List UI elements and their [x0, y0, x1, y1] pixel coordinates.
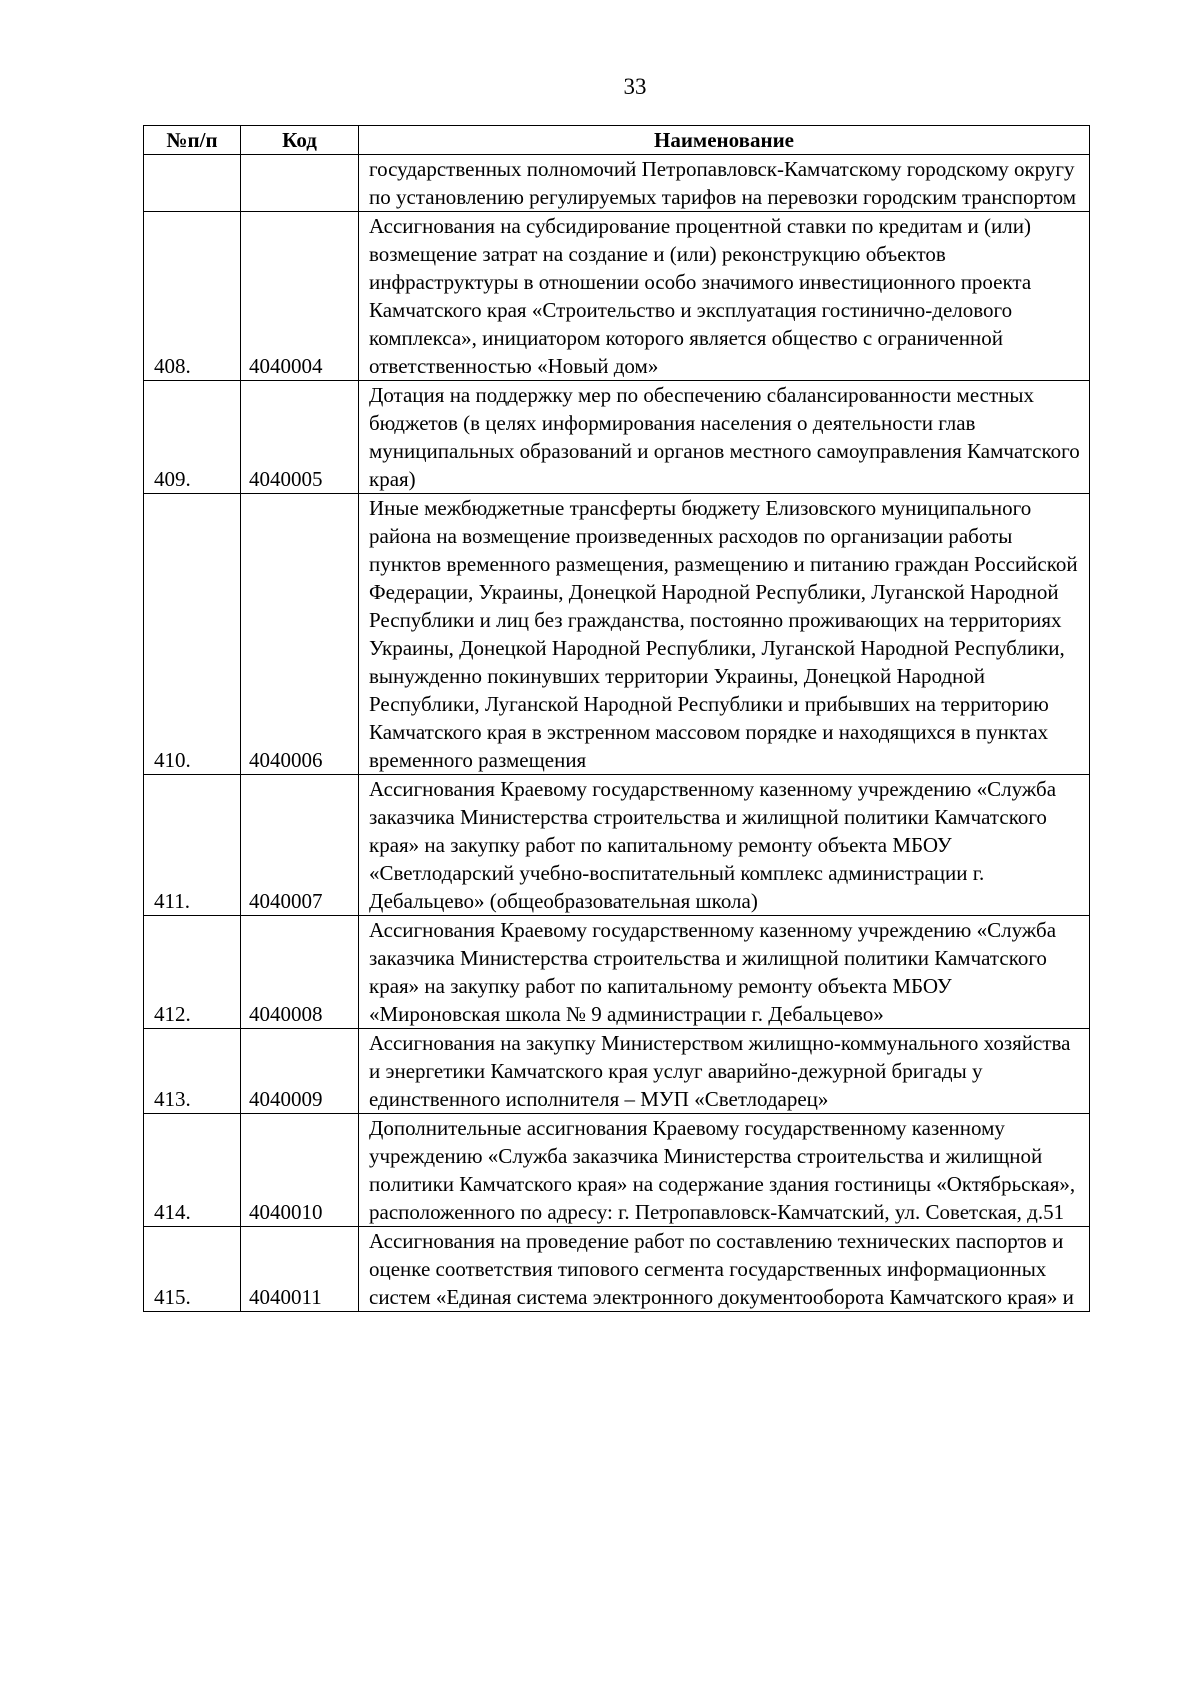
row-number: 415. — [144, 1227, 241, 1312]
row-name: Ассигнования на закупку Министерством жилищно-коммунального хозяйства и энергетики Камчатского края услуг аварийно-дежурной бригады у единственного исполнителя – МУП «Светлодарец» — [359, 1029, 1090, 1114]
row-code: 4040006 — [241, 494, 359, 775]
header-num: №п/п — [144, 126, 241, 155]
row-code: 4040004 — [241, 212, 359, 381]
table-row — [144, 1114, 1090, 1227]
row-number: 408. — [144, 212, 241, 381]
appropriations-table — [143, 125, 1090, 1312]
row-name: государственных полномочий Петропавловск-Камчатскому городскому округу по установлению регулируемых тарифов на перевозки городским транспортом — [359, 155, 1090, 212]
page-number: 33 — [623, 74, 647, 99]
header-name: Наименование — [359, 126, 1090, 155]
row-number: 411. — [144, 775, 241, 916]
row-code — [241, 155, 359, 212]
row-code: 4040011 — [241, 1227, 359, 1312]
row-name: Ассигнования на проведение работ по составлению технических паспортов и оценке соответствия типового сегмента государственных информационных систем «Единая система электронного документооборота Камчатского края» и — [359, 1227, 1090, 1312]
row-number: 410. — [144, 494, 241, 775]
row-name: Дополнительные ассигнования Краевому государственному казенному учреждению «Служба заказчика Министерства строительства и жилищной политики Камчатского края» на содержание здания гостиницы «Октябрьская», расположенного по адресу: г. Петропавловск-Камчатский, ул. Советская, д.51 — [359, 1114, 1090, 1227]
row-name: Иные межбюджетные трансферты бюджету Елизовского муниципального района на возмещение произведенных расходов по организации работы пунктов временного размещения, размещению и питанию граждан Российской Федерации, Украины, Донецкой Народной Республики, Луганской Народной Республики и лиц без гражданства, постоянно проживающих на территориях Украины, Донецкой Народной Республики, Луганской Народной Республики, вынужденно покинувших территории Украины, Донецкой Народной Республики, Луганской Народной Республики и прибывших на территорию Камчатского края в экстренном массовом порядке и находящихся в пунктах временного размещения — [359, 494, 1090, 775]
table-row — [144, 381, 1090, 494]
table-row — [144, 916, 1090, 1029]
table-row — [144, 212, 1090, 381]
row-name: Ассигнования Краевому государственному казенному учреждению «Служба заказчика Министерства строительства и жилищной политики Камчатского края» на закупку работ по капитальному ремонту объекта МБОУ «Мироновская школа № 9 администрации г. Дебальцево» — [359, 916, 1090, 1029]
header-code: Код — [241, 126, 359, 155]
row-number: 414. — [144, 1114, 241, 1227]
row-code: 4040008 — [241, 916, 359, 1029]
row-number — [144, 155, 241, 212]
row-code: 4040005 — [241, 381, 359, 494]
table-row — [144, 1029, 1090, 1114]
row-number: 413. — [144, 1029, 241, 1114]
row-name: Ассигнования на субсидирование процентной ставки по кредитам и (или) возмещение затрат на создание и (или) реконструкцию объектов инфраструктуры в отношении особо значимого инвестиционного проекта Камчатского края «Строительство и эксплуатация гостинично-делового комплекса», инициатором которого является общество с ограниченной ответственностью «Новый дом» — [359, 212, 1090, 381]
table-header-row — [144, 126, 1090, 155]
table-row — [144, 775, 1090, 916]
row-number: 412. — [144, 916, 241, 1029]
table-row — [144, 155, 1090, 212]
row-code: 4040010 — [241, 1114, 359, 1227]
table-row — [144, 494, 1090, 775]
row-number: 409. — [144, 381, 241, 494]
table-row — [144, 1227, 1090, 1312]
row-name: Ассигнования Краевому государственному казенному учреждению «Служба заказчика Министерства строительства и жилищной политики Камчатского края» на закупку работ по капитальному ремонту объекта МБОУ «Светлодарский учебно-воспитательный комплекс администрации г. Дебальцево» (общеобразовательная школа) — [359, 775, 1090, 916]
row-name: Дотация на поддержку мер по обеспечению сбалансированности местных бюджетов (в целях информирования населения о деятельности глав муниципальных образований и органов местного самоуправления Камчатского края) — [359, 381, 1090, 494]
row-code: 4040009 — [241, 1029, 359, 1114]
row-code: 4040007 — [241, 775, 359, 916]
